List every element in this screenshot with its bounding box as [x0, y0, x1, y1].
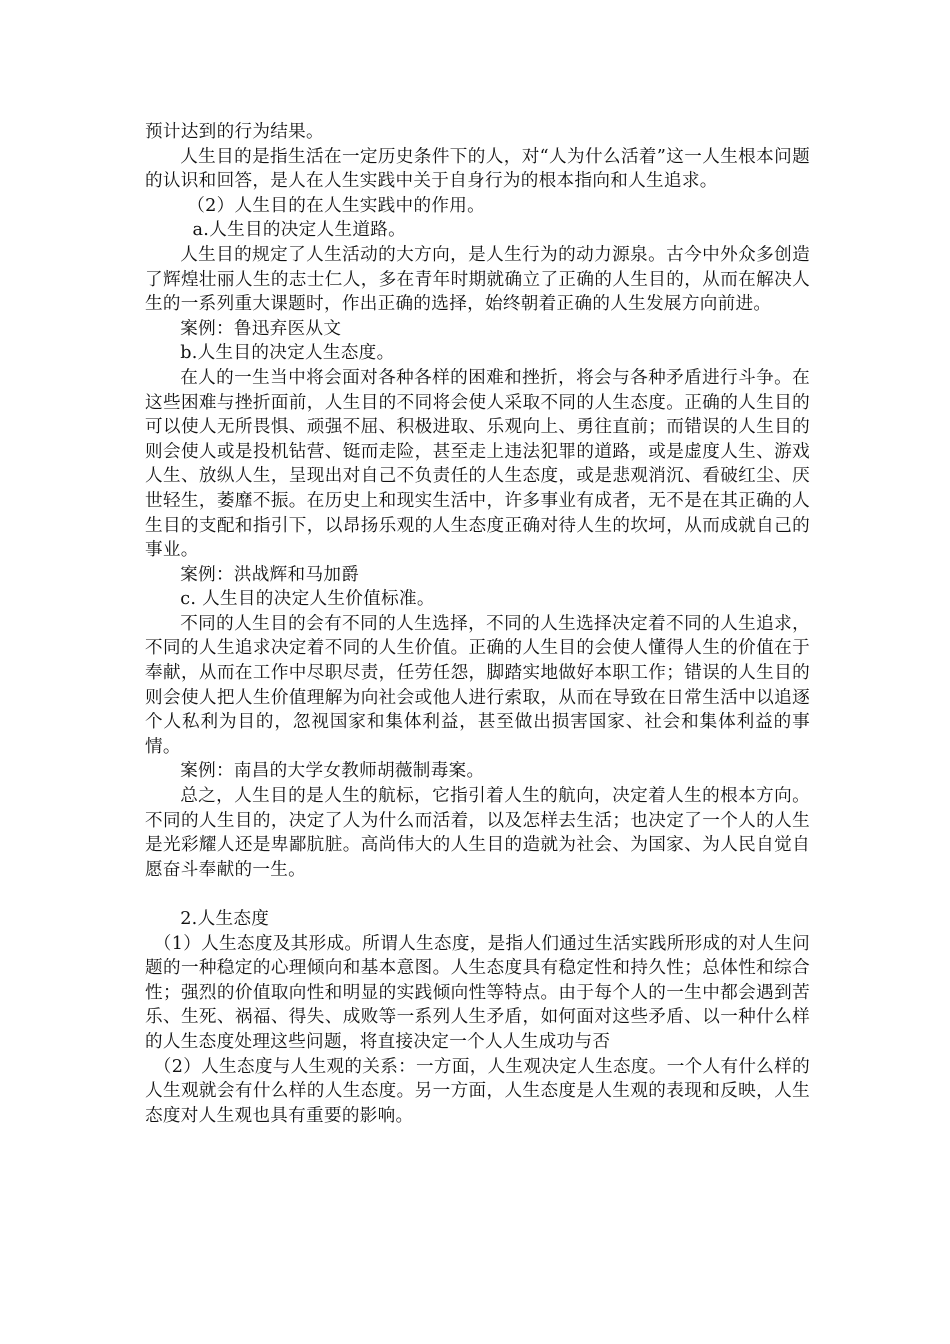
paragraph-value-standard: 不同的人生目的会有不同的人生选择，不同的人生选择决定着不同的人生追求，不同的人生追求决定着不同的人生价值。正确的人生目的会使人懂得人生的价值在于奉献，从而在工作中尽职尽责，任劳任怨，脚踏实地做好本职工作；错误的人生目的则会使人把人生价值理解为向社会或他人进行索取，从而在导致在日常生活中以追逐个人私利为目的，忽视国家和集体利益，甚至做出损害国家、社会和集体利益的事情。 [145, 613, 810, 757]
paragraph-attitude-formation: （1）人生态度及其形成。所谓人生态度，是指人们通过生活实践所形成的对人生问题的一种稳定的心理倾向和基本意图。人生态度具有稳定性和持久性；总体性和综合性；强烈的价值取向性和明显的实践倾向性等特点。由于每个人的一生中都会遇到苦乐、生死、祸福、得失、成败等一系列人生矛盾，如何面对这些矛盾、以一种什么样的人生态度处理这些问题，将直接决定一个人人生成功与否 [145, 933, 810, 1052]
paragraph-life-purpose-definition: 人生目的是指生活在一定历史条件下的人，对“人为什么活着”这一人生根本问题的认识和回答，是人在人生实践中关于自身行为的根本指向和人生追求。 [145, 146, 810, 192]
paragraph-attitude-relation: （2）人生态度与人生观的关系：一方面，人生观决定人生态度。一个人有什么样的人生观就会有什么样的人生态度。另一方面，人生态度是人生观的表现和反映，人生态度对人生观也具有重要的影响。 [145, 1056, 810, 1126]
paragraph-life-attitude: 在人的一生当中将会面对各种各样的困难和挫折，将会与各种矛盾进行斗争。在这些困难与挫折面前，人生目的不同将会使人采取不同的人生态度。正确的人生目的可以使人无所畏惧、顽强不屈、积极进取、乐观向上、勇往直前；而错误的人生目的则会使人或是投机钻营、铤而走险，甚至走上违法犯罪的道路，或是虚度人生、游戏人生、放纵人生，呈现出对自己不负责任的人生态度，或是悲观消沉、看破红尘、厌世轻生，萎靡不振。在历史上和现实生活中，许多事业有成者，无不是在其正确的人生目的支配和指引下，以昂扬乐观的人生态度正确对待人生的坎坷，从而成就自己的事业。 [145, 367, 810, 561]
case-hong-zhanhui: 案例：洪战辉和马加爵 [180, 564, 360, 585]
document-body [145, 120, 810, 1128]
paragraph-life-path: 人生目的规定了人生活动的大方向，是人生行为的动力源泉。古今中外众多创造了辉煌壮丽人生的志士仁人，多在青年时期就确立了正确的人生目的，从而在解决人生的一系列重大课题时，作出正确的选择，始终朝着正确的人生发展方向前进。 [145, 244, 810, 315]
section-heading-life-attitude: 2.人生态度 [180, 909, 270, 929]
section-heading-life-purpose-role: （2）人生目的在人生实践中的作用。 [187, 195, 486, 216]
paragraph-continuation: 预计达到的行为结果。 [145, 122, 324, 142]
subheading-a: a.人生目的决定人生道路。 [192, 220, 407, 241]
blank-line [145, 882, 810, 907]
subheading-c: c. 人生目的决定人生价值标准。 [180, 589, 435, 610]
case-lu-xun: 案例：鲁迅弃医从文 [180, 318, 342, 339]
paragraph-summary: 总之，人生目的是人生的航标，它指引着人生的航向，决定着人生的根本方向。不同的人生目的，决定了人为什么而活着，以及怎样去生活；也决定了一个人的人生是光彩耀人还是卑鄙肮脏。高尚伟大的人生目的造就为社会、为国家、为人民自觉自愿奋斗奉献的一生。 [145, 786, 810, 880]
case-nanchang: 案例：南昌的大学女教师胡薇制毒案。 [180, 761, 485, 782]
subheading-b: b.人生目的决定人生态度。 [180, 343, 395, 364]
